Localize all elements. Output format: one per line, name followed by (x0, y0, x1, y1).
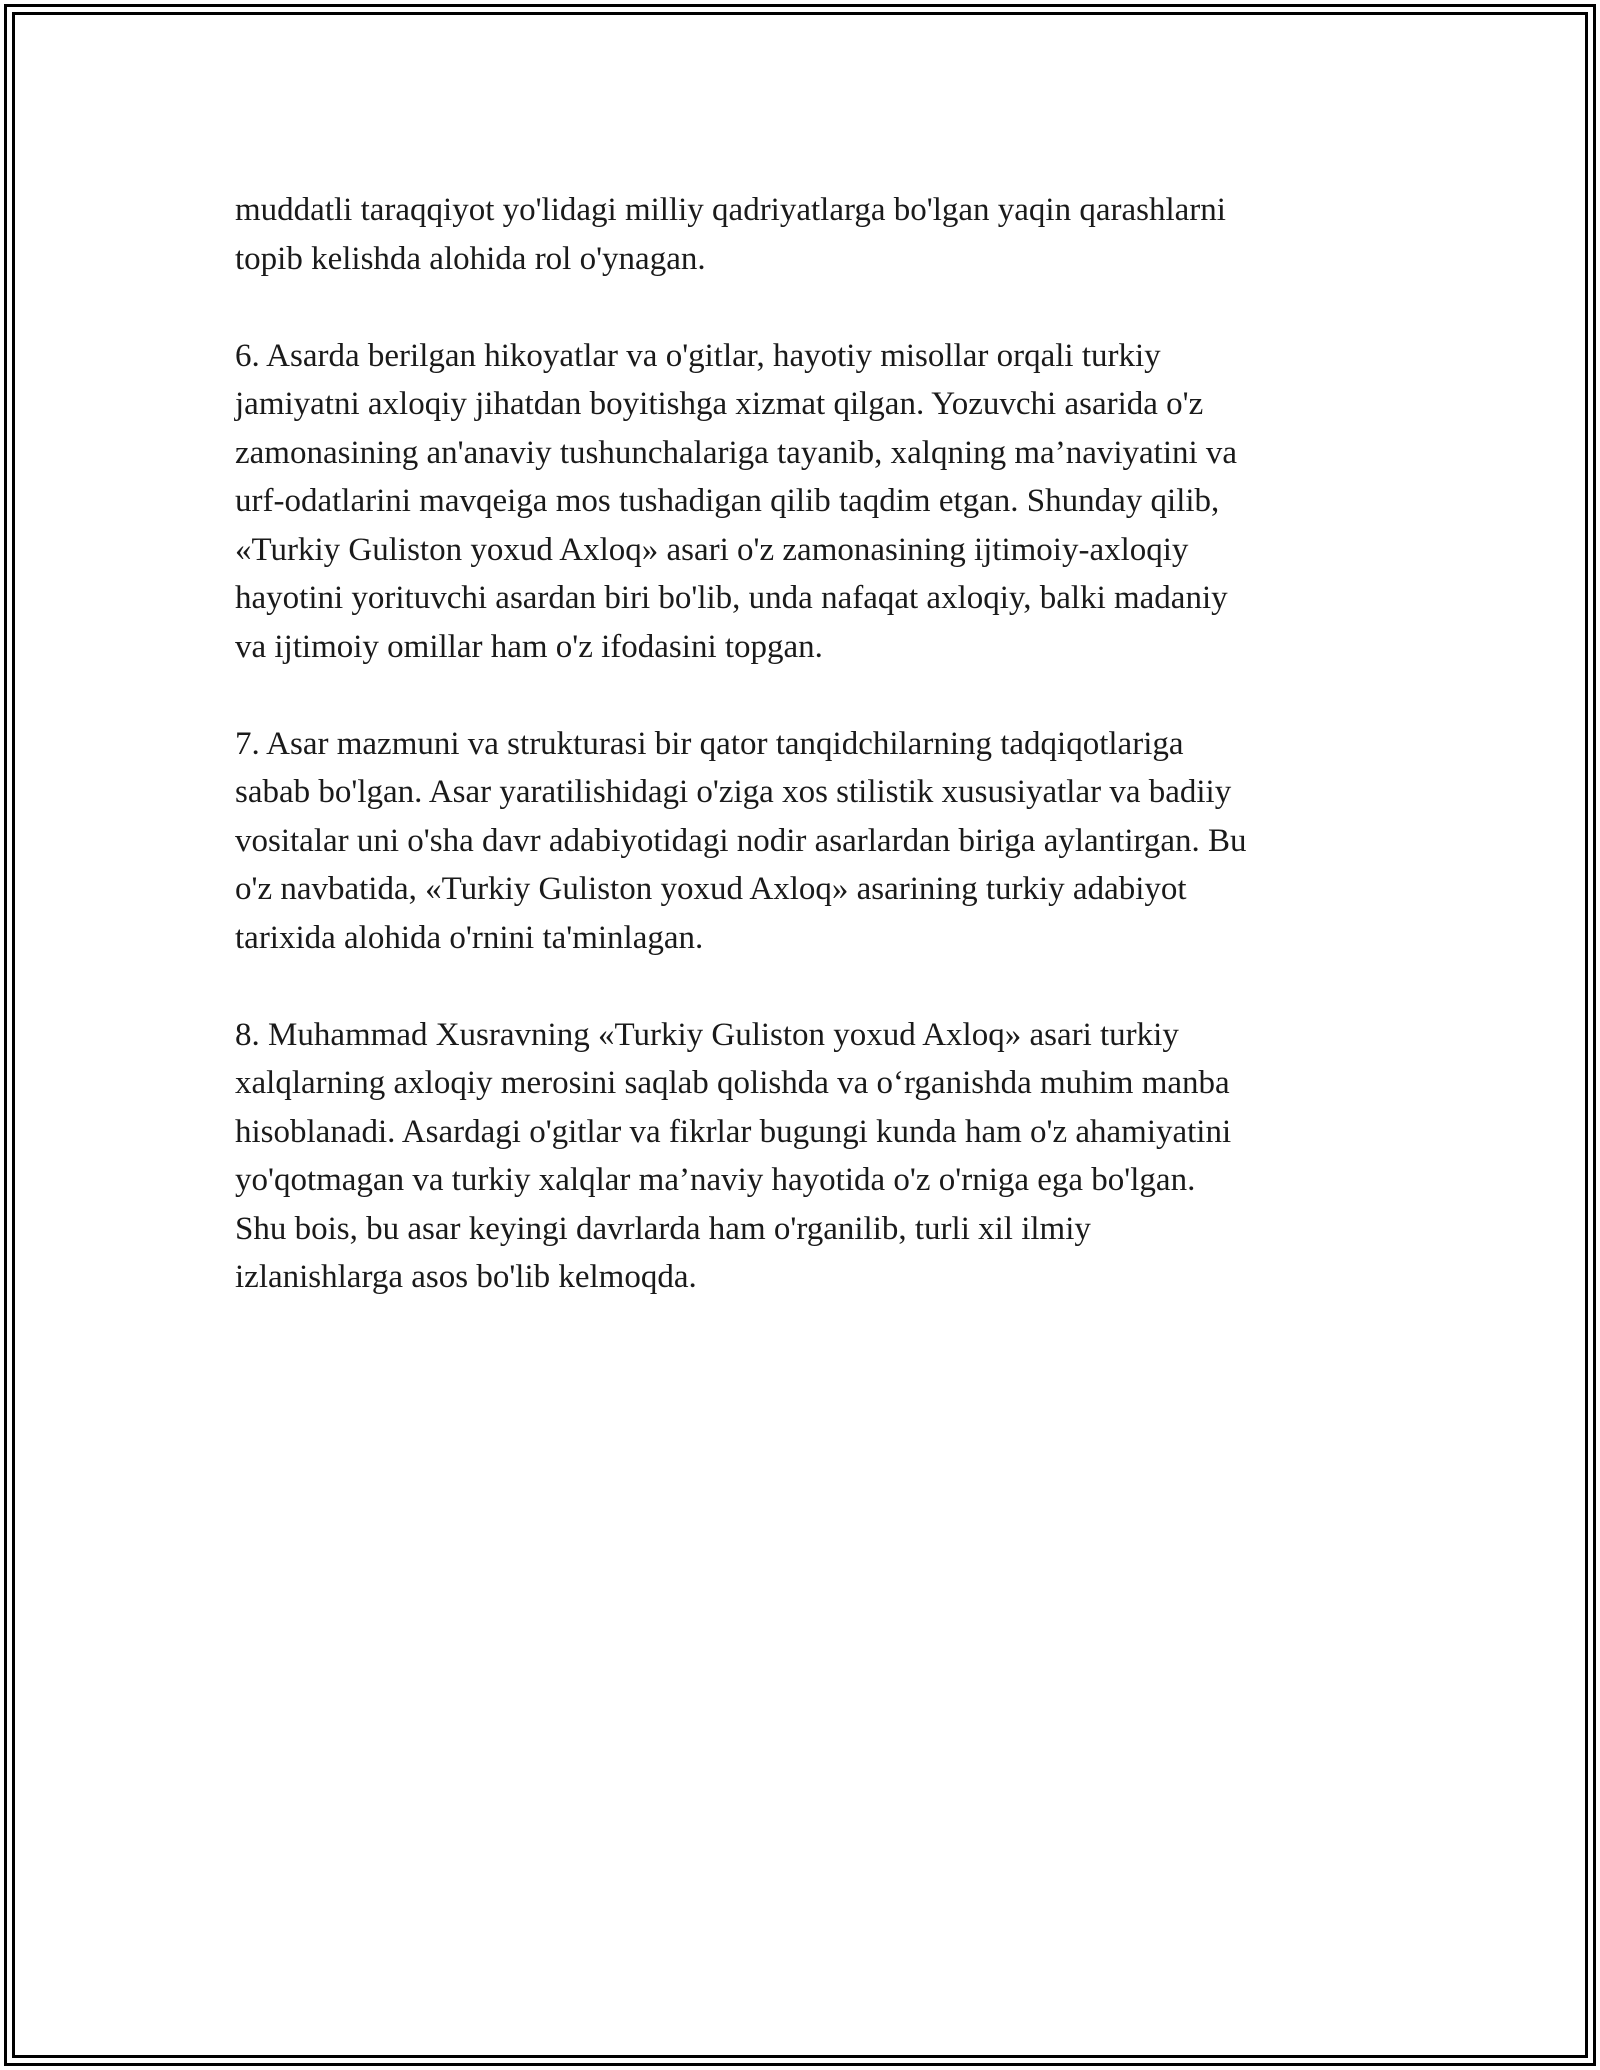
paragraph-continuation: muddatli taraqqiyot yo'lidagi milliy qadriyatlarga bo'lgan yaqin qarashlarni topib kelishda alohida rol o'ynagan. (235, 192, 1226, 277)
paragraph-item-7: 7. Asar mazmuni va strukturasi bir qator tanqidchilarning tadqiqotlariga sabab bo'lgan. Asar yaratilishidagi o'ziga xos stilistik xususiyatlar va badiiy vositalar uni o'sha davr adabiyotidagi nodir asarlardan biriga aylantirgan. Bu o'z navbatida, «Turkiy Guliston yoxud Axloq» asarining turkiy adabiyot tarixida alohida o'rnini ta'minlagan. (235, 725, 1247, 956)
paragraph-item-8: 8. Muhammad Xusravning «Turkiy Guliston yoxud Axloq» asari turkiy xalqlarning axloqiy merosini saqlab qolishda va o‘rganishda muhim manba hisoblanadi. Asardagi o'gitlar va fikrlar bugungi kunda ham o'z ahamiyatini yo'qotmagan va turkiy xalqlar ma’naviy hayotida o'z o'rniga ega bo'lgan. Shu bois, bu asar keyingi davrlarda ham o'rganilib, turli xil ilmiy izlanishlarga asos bo'lib kelmoqda. (235, 1016, 1232, 1295)
paragraph-item-6: 6. Asarda berilgan hikoyatlar va o'gitlar, hayotiy misollar orqali turkiy jamiyatni axloqiy jihatdan boyitishga xizmat qilgan. Yozuvchi asarida o'z zamonasining an'anaviy tushunchalariga tayanib, xalqning ma’naviyatini va urf-odatlarini mavqeiga mos tushadigan qilib taqdim etgan. Shunday qilib, «Turkiy Guliston yoxud Axloq» asari o'z zamonasining ijtimoiy-axloqiy hayotini yorituvchi asardan biri bo'lib, unda nafaqat axloqiy, balki madaniy va ijtimoiy omillar ham o'z ifodasini topgan. (235, 337, 1238, 665)
document-body (235, 186, 1385, 1350)
